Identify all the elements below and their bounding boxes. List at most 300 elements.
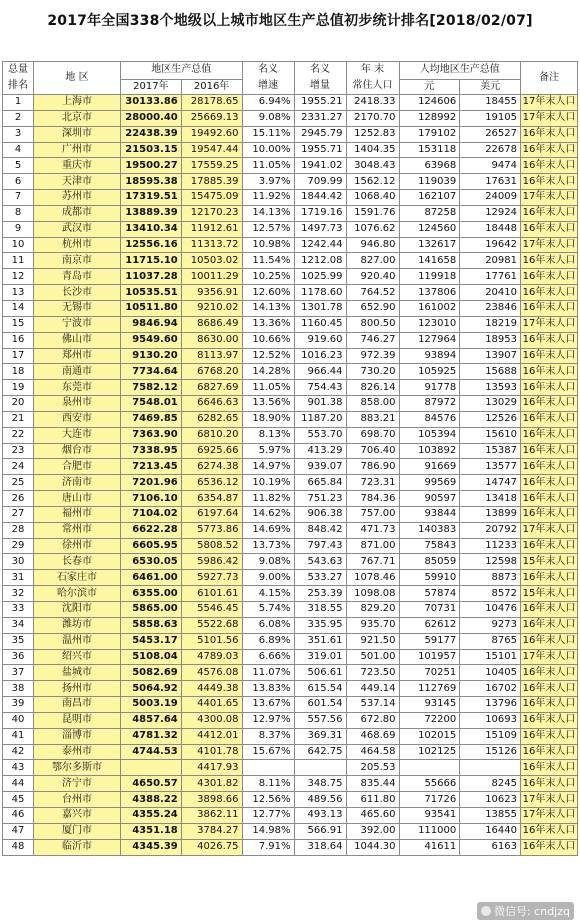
header-growth-line2: 增速 (258, 80, 278, 91)
gdp-2016-cell: 9356.91 (181, 285, 242, 301)
rank-cell: 12 (3, 269, 34, 285)
table-row (3, 807, 578, 823)
gdp-2017-cell: 7338.95 (121, 443, 182, 459)
percap-yuan-cell: 87258 (399, 205, 460, 221)
percap-usd-cell: 20410 (460, 285, 521, 301)
note-cell: 16年末人口 (521, 126, 578, 142)
note-cell: 16年末人口 (521, 633, 578, 649)
population-cell: 871.00 (346, 538, 399, 554)
population-cell: 826.14 (346, 380, 399, 396)
gdp-2017-cell: 6622.28 (121, 522, 182, 538)
growth-cell: 7.91% (242, 839, 294, 855)
growth-cell: 15.67% (242, 744, 294, 760)
percap-yuan-cell: 112769 (399, 681, 460, 697)
note-cell: 16年末人口 (521, 491, 578, 507)
city-cell: 扬州市 (34, 681, 121, 697)
city-cell: 西安市 (34, 411, 121, 427)
note-cell: 16年末人口 (521, 475, 578, 491)
table-row (3, 300, 578, 316)
gdp-2017-cell: 7213.45 (121, 459, 182, 475)
increase-cell: 751.23 (294, 491, 346, 507)
header-percap-group: 人均地区生产总值 (399, 62, 521, 80)
gdp-ranking-table (2, 61, 578, 856)
increase-cell: 489.56 (294, 792, 346, 808)
increase-cell: 919.60 (294, 332, 346, 348)
percap-usd-cell: 12526 (460, 411, 521, 427)
header-rank-line2: 排名 (8, 80, 28, 91)
growth-cell: 13.56% (242, 396, 294, 412)
rank-cell: 37 (3, 665, 34, 681)
rank-cell: 4 (3, 142, 34, 158)
population-cell: 537.14 (346, 697, 399, 713)
increase-cell: 754.43 (294, 380, 346, 396)
rank-cell: 24 (3, 459, 34, 475)
population-cell: 698.70 (346, 427, 399, 443)
percap-usd-cell: 6163 (460, 839, 521, 855)
rank-cell: 19 (3, 380, 34, 396)
gdp-2016-cell: 9210.02 (181, 300, 242, 316)
gdp-2016-cell: 4417.93 (181, 760, 242, 776)
percap-yuan-cell: 59177 (399, 633, 460, 649)
increase-cell: 2945.79 (294, 126, 346, 142)
percap-usd-cell: 18448 (460, 221, 521, 237)
percap-usd-cell: 13796 (460, 697, 521, 713)
table-row (3, 332, 578, 348)
growth-cell: 13.36% (242, 316, 294, 332)
gdp-2016-cell: 5522.68 (181, 617, 242, 633)
city-cell: 哈尔滨市 (34, 586, 121, 602)
rank-cell: 11 (3, 253, 34, 269)
increase-cell: 642.75 (294, 744, 346, 760)
header-pop-line2: 常住人口 (352, 80, 393, 91)
rank-cell: 29 (3, 538, 34, 554)
growth-cell: 10.19% (242, 475, 294, 491)
population-cell: 501.00 (346, 649, 399, 665)
note-cell: 16年末人口 (521, 776, 578, 792)
table-row (3, 681, 578, 697)
population-cell: 706.40 (346, 443, 399, 459)
note-cell: 16年末人口 (521, 285, 578, 301)
increase-cell: 493.13 (294, 807, 346, 823)
percap-usd-cell: 20981 (460, 253, 521, 269)
header-gdp-group: 地区生产总值 (121, 62, 243, 80)
increase-cell: 906.38 (294, 506, 346, 522)
growth-cell: 14.13% (242, 300, 294, 316)
growth-cell: 18.90% (242, 411, 294, 427)
gdp-2017-cell: 7104.02 (121, 506, 182, 522)
increase-cell: 553.70 (294, 427, 346, 443)
gdp-2016-cell: 4401.65 (181, 697, 242, 713)
percap-yuan-cell: 101957 (399, 649, 460, 665)
gdp-2017-cell: 22438.39 (121, 126, 182, 142)
table-row (3, 776, 578, 792)
percap-usd-cell: 9273 (460, 617, 521, 633)
city-cell: 无锡市 (34, 300, 121, 316)
city-cell: 武汉市 (34, 221, 121, 237)
gdp-2017-cell: 7469.85 (121, 411, 182, 427)
table-row (3, 617, 578, 633)
gdp-2017-cell: 4781.32 (121, 728, 182, 744)
gdp-2016-cell: 25669.13 (181, 110, 242, 126)
table-row (3, 316, 578, 332)
rank-cell: 16 (3, 332, 34, 348)
percap-usd-cell: 22678 (460, 142, 521, 158)
increase-cell: 966.44 (294, 364, 346, 380)
percap-yuan-cell: 124560 (399, 221, 460, 237)
population-cell: 3048.43 (346, 158, 399, 174)
increase-cell: 901.38 (294, 396, 346, 412)
gdp-2017-cell: 6355.00 (121, 586, 182, 602)
note-cell: 16年末人口 (521, 760, 578, 776)
gdp-2016-cell: 5986.42 (181, 554, 242, 570)
table-row (3, 110, 578, 126)
city-cell: 温州市 (34, 633, 121, 649)
gdp-2016-cell: 6768.20 (181, 364, 242, 380)
rank-cell: 10 (3, 237, 34, 253)
rank-cell: 36 (3, 649, 34, 665)
rank-cell: 27 (3, 506, 34, 522)
table-row (3, 712, 578, 728)
increase-cell: 1941.02 (294, 158, 346, 174)
gdp-2016-cell: 6274.38 (181, 459, 242, 475)
percap-yuan-cell: 71726 (399, 792, 460, 808)
city-cell: 鄂尔多斯市 (34, 760, 121, 776)
city-cell: 深圳市 (34, 126, 121, 142)
growth-cell: 5.74% (242, 602, 294, 618)
gdp-2017-cell: 18595.38 (121, 174, 182, 190)
city-cell: 济宁市 (34, 776, 121, 792)
gdp-2016-cell: 8686.49 (181, 316, 242, 332)
gdp-2016-cell: 10011.29 (181, 269, 242, 285)
increase-cell: 615.54 (294, 681, 346, 697)
growth-cell: 11.82% (242, 491, 294, 507)
note-cell: 17年末人口 (521, 522, 578, 538)
percap-usd-cell: 20792 (460, 522, 521, 538)
gdp-2016-cell: 19492.60 (181, 126, 242, 142)
gdp-2016-cell: 6827.69 (181, 380, 242, 396)
growth-cell: 12.57% (242, 221, 294, 237)
percap-usd-cell: 9474 (460, 158, 521, 174)
table-row (3, 792, 578, 808)
growth-cell: 8.11% (242, 776, 294, 792)
table-row (3, 427, 578, 443)
rank-cell: 31 (3, 570, 34, 586)
gdp-2016-cell: 5927.73 (181, 570, 242, 586)
rank-cell: 18 (3, 364, 34, 380)
note-cell: 17年末人口 (521, 649, 578, 665)
table-row (3, 522, 578, 538)
percap-yuan-cell: 102015 (399, 728, 460, 744)
table-row (3, 459, 578, 475)
percap-yuan-cell: 85059 (399, 554, 460, 570)
percap-yuan-cell: 62612 (399, 617, 460, 633)
gdp-2016-cell: 5808.52 (181, 538, 242, 554)
population-cell: 784.36 (346, 491, 399, 507)
population-cell: 767.71 (346, 554, 399, 570)
gdp-2017-cell (121, 760, 182, 776)
gdp-2016-cell: 4300.08 (181, 712, 242, 728)
city-cell: 沈阳市 (34, 602, 121, 618)
population-cell: 611.80 (346, 792, 399, 808)
population-cell: 468.69 (346, 728, 399, 744)
population-cell: 471.73 (346, 522, 399, 538)
header-pop-line1: 年 末 (360, 64, 385, 75)
city-cell: 盐城市 (34, 665, 121, 681)
percap-yuan-cell: 84576 (399, 411, 460, 427)
percap-usd-cell: 18953 (460, 332, 521, 348)
increase-cell: 1212.08 (294, 253, 346, 269)
note-cell: 16年末人口 (521, 348, 578, 364)
note-cell: 16年末人口 (521, 221, 578, 237)
table-row (3, 475, 578, 491)
gdp-2017-cell: 30133.86 (121, 95, 182, 111)
gdp-2017-cell: 5082.69 (121, 665, 182, 681)
gdp-2016-cell: 11912.61 (181, 221, 242, 237)
rank-cell: 38 (3, 681, 34, 697)
table-row (3, 174, 578, 190)
increase-cell: 939.07 (294, 459, 346, 475)
gdp-2017-cell: 6461.00 (121, 570, 182, 586)
gdp-2017-cell: 6605.95 (121, 538, 182, 554)
city-cell: 台州市 (34, 792, 121, 808)
growth-cell: 12.52% (242, 348, 294, 364)
increase-cell: 848.42 (294, 522, 346, 538)
city-cell: 昆明市 (34, 712, 121, 728)
rank-cell: 3 (3, 126, 34, 142)
growth-cell: 11.54% (242, 253, 294, 269)
growth-cell: 14.69% (242, 522, 294, 538)
growth-cell: 5.97% (242, 443, 294, 459)
rank-cell: 5 (3, 158, 34, 174)
header-note: 备注 (521, 62, 578, 95)
percap-yuan-cell: 93145 (399, 697, 460, 713)
table-row (3, 253, 578, 269)
percap-yuan-cell: 87972 (399, 396, 460, 412)
growth-cell: 14.97% (242, 459, 294, 475)
percap-yuan-cell: 179102 (399, 126, 460, 142)
growth-cell: 8.13% (242, 427, 294, 443)
table-row (3, 506, 578, 522)
note-cell: 16年末人口 (521, 205, 578, 221)
population-cell: 652.90 (346, 300, 399, 316)
increase-cell: 348.75 (294, 776, 346, 792)
increase-cell: 543.63 (294, 554, 346, 570)
percap-yuan-cell: 90597 (399, 491, 460, 507)
rank-cell: 32 (3, 586, 34, 602)
city-cell: 南京市 (34, 253, 121, 269)
rank-cell: 14 (3, 300, 34, 316)
increase-cell: 1955.71 (294, 142, 346, 158)
gdp-2016-cell: 4412.01 (181, 728, 242, 744)
note-cell: 15年末人口 (521, 586, 578, 602)
growth-cell (242, 760, 294, 776)
gdp-2017-cell: 5064.92 (121, 681, 182, 697)
percap-yuan-cell: 119039 (399, 174, 460, 190)
rank-cell: 7 (3, 190, 34, 206)
city-cell: 大连市 (34, 427, 121, 443)
population-cell: 935.70 (346, 617, 399, 633)
table-row (3, 285, 578, 301)
increase-cell: 533.27 (294, 570, 346, 586)
note-cell: 16年末人口 (521, 411, 578, 427)
percap-usd-cell: 13593 (460, 380, 521, 396)
population-cell: 1076.62 (346, 221, 399, 237)
table-row (3, 190, 578, 206)
gdp-2017-cell: 4351.18 (121, 823, 182, 839)
gdp-2016-cell: 4301.82 (181, 776, 242, 792)
increase-cell: 318.55 (294, 602, 346, 618)
city-cell: 泉州市 (34, 396, 121, 412)
city-cell: 重庆市 (34, 158, 121, 174)
percap-usd-cell: 15126 (460, 744, 521, 760)
gdp-2016-cell: 5773.86 (181, 522, 242, 538)
percap-usd-cell: 11233 (460, 538, 521, 554)
gdp-2016-cell: 6101.61 (181, 586, 242, 602)
growth-cell: 13.73% (242, 538, 294, 554)
population-cell: 757.00 (346, 506, 399, 522)
growth-cell: 6.66% (242, 649, 294, 665)
city-cell: 郑州市 (34, 348, 121, 364)
increase-cell: 1955.21 (294, 95, 346, 111)
population-cell: 1078.46 (346, 570, 399, 586)
increase-cell: 665.84 (294, 475, 346, 491)
percap-usd-cell: 8245 (460, 776, 521, 792)
gdp-2017-cell: 19500.27 (121, 158, 182, 174)
header-percap-usd: 美元 (460, 79, 521, 94)
note-cell: 16年末人口 (521, 332, 578, 348)
increase-cell: 413.29 (294, 443, 346, 459)
page-title: 2017年全国338个地级以上城市地区生产总值初步统计排名[2018/02/07] (47, 13, 533, 29)
percap-usd-cell: 13855 (460, 807, 521, 823)
header-city: 地 区 (34, 62, 121, 95)
gdp-2017-cell: 4355.24 (121, 807, 182, 823)
percap-usd-cell: 16702 (460, 681, 521, 697)
percap-yuan-cell: 161002 (399, 300, 460, 316)
note-cell: 16年末人口 (521, 744, 578, 760)
population-cell: 465.60 (346, 807, 399, 823)
note-cell: 16年末人口 (521, 697, 578, 713)
population-cell: 921.50 (346, 633, 399, 649)
note-cell: 16年末人口 (521, 538, 578, 554)
city-cell: 厦门市 (34, 823, 121, 839)
percap-yuan-cell: 105394 (399, 427, 460, 443)
rank-cell: 22 (3, 427, 34, 443)
gdp-2017-cell: 5108.04 (121, 649, 182, 665)
population-cell: 883.21 (346, 411, 399, 427)
percap-yuan-cell: 99569 (399, 475, 460, 491)
rank-cell: 25 (3, 475, 34, 491)
percap-yuan-cell: 153118 (399, 142, 460, 158)
gdp-2017-cell: 10511.80 (121, 300, 182, 316)
percap-yuan-cell: 137806 (399, 285, 460, 301)
gdp-2016-cell: 6810.20 (181, 427, 242, 443)
rank-cell: 20 (3, 396, 34, 412)
percap-yuan-cell: 105925 (399, 364, 460, 380)
population-cell: 920.40 (346, 269, 399, 285)
gdp-2016-cell: 6536.12 (181, 475, 242, 491)
watermark (477, 902, 574, 920)
percap-usd-cell: 10405 (460, 665, 521, 681)
percap-yuan-cell: 111000 (399, 823, 460, 839)
rank-cell: 9 (3, 221, 34, 237)
growth-cell: 12.97% (242, 712, 294, 728)
increase-cell: 1016.23 (294, 348, 346, 364)
percap-usd-cell: 16440 (460, 823, 521, 839)
increase-cell (294, 760, 346, 776)
note-cell: 16年末人口 (521, 617, 578, 633)
gdp-2016-cell: 6925.66 (181, 443, 242, 459)
note-cell: 15年末人口 (521, 554, 578, 570)
percap-yuan-cell: 91669 (399, 459, 460, 475)
note-cell: 16年末人口 (521, 158, 578, 174)
population-cell: 392.00 (346, 823, 399, 839)
percap-usd-cell: 8572 (460, 586, 521, 602)
note-cell: 16年末人口 (521, 665, 578, 681)
note-cell: 16年末人口 (521, 728, 578, 744)
table-row (3, 95, 578, 111)
growth-cell: 11.07% (242, 665, 294, 681)
percap-usd-cell: 14747 (460, 475, 521, 491)
note-cell: 16年末人口 (521, 427, 578, 443)
gdp-2017-cell: 9130.20 (121, 348, 182, 364)
increase-cell: 506.61 (294, 665, 346, 681)
table-row (3, 269, 578, 285)
percap-usd-cell: 12598 (460, 554, 521, 570)
percap-yuan-cell: 93894 (399, 348, 460, 364)
table-row (3, 665, 578, 681)
gdp-2017-cell: 5003.19 (121, 697, 182, 713)
rank-cell: 47 (3, 823, 34, 839)
wechat-icon (481, 906, 491, 916)
table-row (3, 491, 578, 507)
note-cell: 16年末人口 (521, 602, 578, 618)
header-percap-yuan: 元 (399, 79, 460, 94)
growth-cell: 3.97% (242, 174, 294, 190)
increase-cell: 253.39 (294, 586, 346, 602)
growth-cell: 12.56% (242, 792, 294, 808)
city-cell: 淄博市 (34, 728, 121, 744)
gdp-2017-cell: 13410.34 (121, 221, 182, 237)
percap-yuan-cell: 55666 (399, 776, 460, 792)
increase-cell: 557.56 (294, 712, 346, 728)
growth-cell: 10.66% (242, 332, 294, 348)
gdp-2017-cell: 5865.00 (121, 602, 182, 618)
gdp-2017-cell: 9549.60 (121, 332, 182, 348)
note-cell: 16年末人口 (521, 300, 578, 316)
growth-cell: 6.08% (242, 617, 294, 633)
note-cell: 16年末人口 (521, 142, 578, 158)
increase-cell: 1719.16 (294, 205, 346, 221)
gdp-2016-cell: 8630.00 (181, 332, 242, 348)
city-cell: 嘉兴市 (34, 807, 121, 823)
percap-usd-cell: 15610 (460, 427, 521, 443)
city-cell: 福州市 (34, 506, 121, 522)
city-cell: 宁波市 (34, 316, 121, 332)
percap-yuan-cell: 128992 (399, 110, 460, 126)
percap-usd-cell: 10476 (460, 602, 521, 618)
city-cell: 杭州市 (34, 237, 121, 253)
growth-cell: 11.92% (242, 190, 294, 206)
gdp-2016-cell: 8113.97 (181, 348, 242, 364)
population-cell: 764.52 (346, 285, 399, 301)
population-cell: 449.14 (346, 681, 399, 697)
table-row (3, 142, 578, 158)
population-cell: 829.20 (346, 602, 399, 618)
growth-cell: 13.83% (242, 681, 294, 697)
gdp-2016-cell: 3898.66 (181, 792, 242, 808)
growth-cell: 9.08% (242, 554, 294, 570)
gdp-2016-cell: 28178.65 (181, 95, 242, 111)
